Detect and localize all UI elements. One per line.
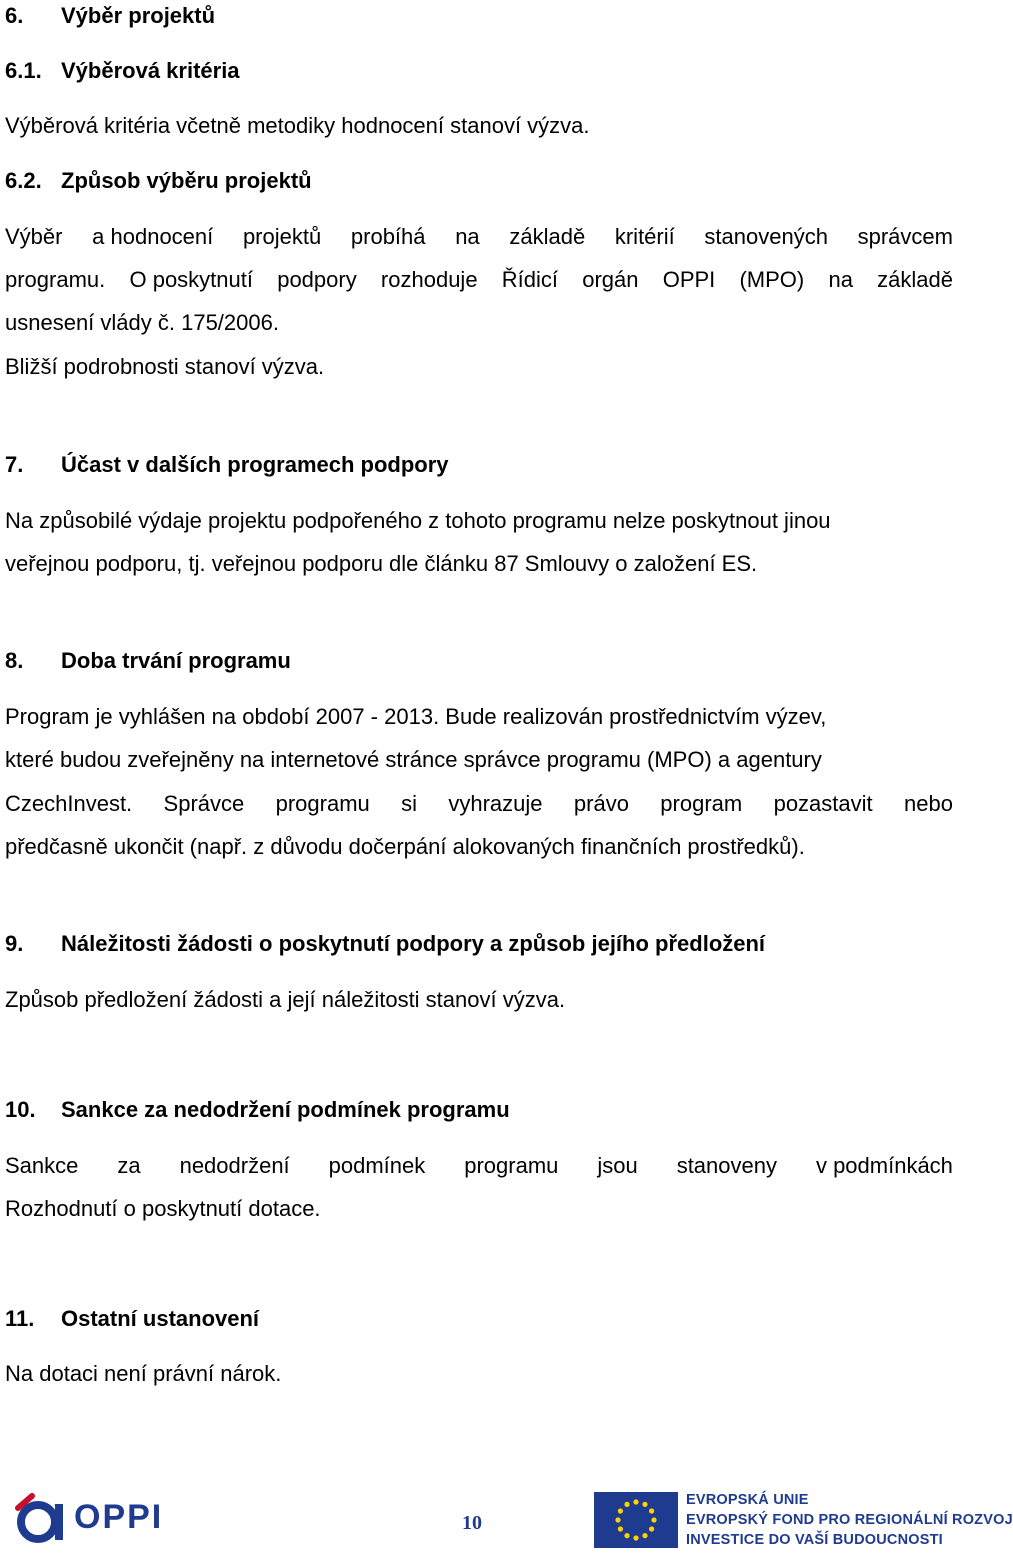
section-10-number: 10. (5, 1097, 36, 1122)
section-6-2-line-3: usnesení vlády č. 175/2006. (5, 310, 279, 335)
section-8-line-4: předčasně ukončit (např. z důvodu dočerpání alokovaných finančních prostředků). (5, 834, 805, 859)
eu-text-line-1: EVROPSKÁ UNIE (686, 1492, 809, 1508)
word: nebo (904, 791, 953, 816)
section-8-line-1: Program je vyhlášen na období 2007 - 2013. Bude realizován prostřednictvím výzev, (5, 704, 827, 729)
word: vyhrazuje (448, 791, 543, 816)
section-7-line-1: Na způsobilé výdaje projektu podpořeného z tohoto programu nelze poskytnout jinou (5, 508, 831, 533)
section-11-title: Ostatní ustanovení (61, 1306, 260, 1331)
word: podpory (277, 267, 357, 292)
section-6-1-title: Výběrová kritéria (61, 58, 240, 83)
word: stanovených (704, 224, 828, 249)
section-8-line-3 (5, 790, 953, 818)
section-11-number: 11. (5, 1306, 35, 1331)
section-6-2-line-4: Bližší podrobnosti stanoví výzva. (5, 354, 325, 379)
word: a hodnocení (92, 224, 214, 249)
word: programu. (5, 267, 106, 292)
section-8-title: Doba trvání programu (61, 648, 291, 673)
word: (MPO) (739, 267, 805, 292)
section-10-title: Sankce za nedodržení podmínek programu (61, 1097, 510, 1122)
word: orgán (582, 267, 639, 292)
word: základě (877, 267, 953, 292)
section-7-number: 7. (5, 452, 24, 477)
eu-text-line-3: INVESTICE DO VAŠÍ BUDOUCNOSTI (686, 1532, 943, 1548)
word: jsou (597, 1153, 638, 1178)
word: Výběr (5, 224, 63, 249)
word: základě (509, 224, 586, 249)
word: za (117, 1153, 141, 1178)
section-9-title: Náležitosti žádosti o poskytnutí podpory a způsob jejího předložení (61, 931, 766, 956)
oppi-logo-text: OPPI (74, 1498, 164, 1536)
section-8-line-2: které budou zveřejněny na internetové stránce správce programu (MPO) a agentury (5, 747, 822, 772)
eu-flag-icon (594, 1492, 678, 1548)
word: Správce (163, 791, 245, 816)
word: stanoveny (676, 1153, 777, 1178)
section-6-2-title: Způsob výběru projektů (61, 168, 312, 193)
section-9-text: Způsob předložení žádosti a její náležitosti stanoví výzva. (5, 987, 566, 1012)
word: rozhoduje (380, 267, 478, 292)
word: program (660, 791, 743, 816)
oppi-logo (12, 1490, 172, 1546)
word: podmínek (328, 1153, 426, 1178)
section-11-text: Na dotaci není právní nárok. (5, 1361, 282, 1386)
section-10-line-2: Rozhodnutí o poskytnutí dotace. (5, 1196, 321, 1221)
section-6-2-line-2 (5, 266, 953, 294)
word: správcem (857, 224, 953, 249)
word: na (455, 224, 480, 249)
section-6-1-text: Výběrová kritéria včetně metodiky hodnocení stanoví výzva. (5, 113, 590, 138)
word: probíhá (350, 224, 426, 249)
word: OPPI (662, 267, 716, 292)
word: právo (573, 791, 629, 816)
section-9-number: 9. (5, 931, 24, 956)
section-6-title: Výběr projektů (61, 3, 216, 28)
word: na (828, 267, 853, 292)
section-7-line-2: veřejnou podporu, tj. veřejnou podporu dle článku 87 Smlouvy o založení ES. (5, 551, 758, 576)
word: pozastavit (773, 791, 873, 816)
section-7-title: Účast v dalších programech podpory (61, 452, 449, 477)
section-6-1-number: 6.1. (5, 58, 42, 83)
section-8-number: 8. (5, 648, 24, 673)
word: programu (275, 791, 370, 816)
word: CzechInvest. (5, 791, 133, 816)
word: si (401, 791, 418, 816)
section-6-2-number: 6.2. (5, 168, 42, 193)
word: projektů (242, 224, 322, 249)
word: O poskytnutí (129, 267, 253, 292)
section-6-number: 6. (5, 3, 24, 28)
page-number: 10 (462, 1512, 482, 1534)
section-10-line-1 (5, 1152, 953, 1180)
word: v podmínkách (815, 1153, 953, 1178)
word: Sankce (5, 1153, 79, 1178)
word: nedodržení (179, 1153, 290, 1178)
word: Řídicí (501, 267, 559, 292)
word: kritérií (614, 224, 675, 249)
eu-text-line-2: EVROPSKÝ FOND PRO REGIONÁLNÍ ROZVOJ (686, 1512, 1013, 1528)
word: programu (464, 1153, 559, 1178)
section-6-2-line-1 (5, 223, 953, 251)
